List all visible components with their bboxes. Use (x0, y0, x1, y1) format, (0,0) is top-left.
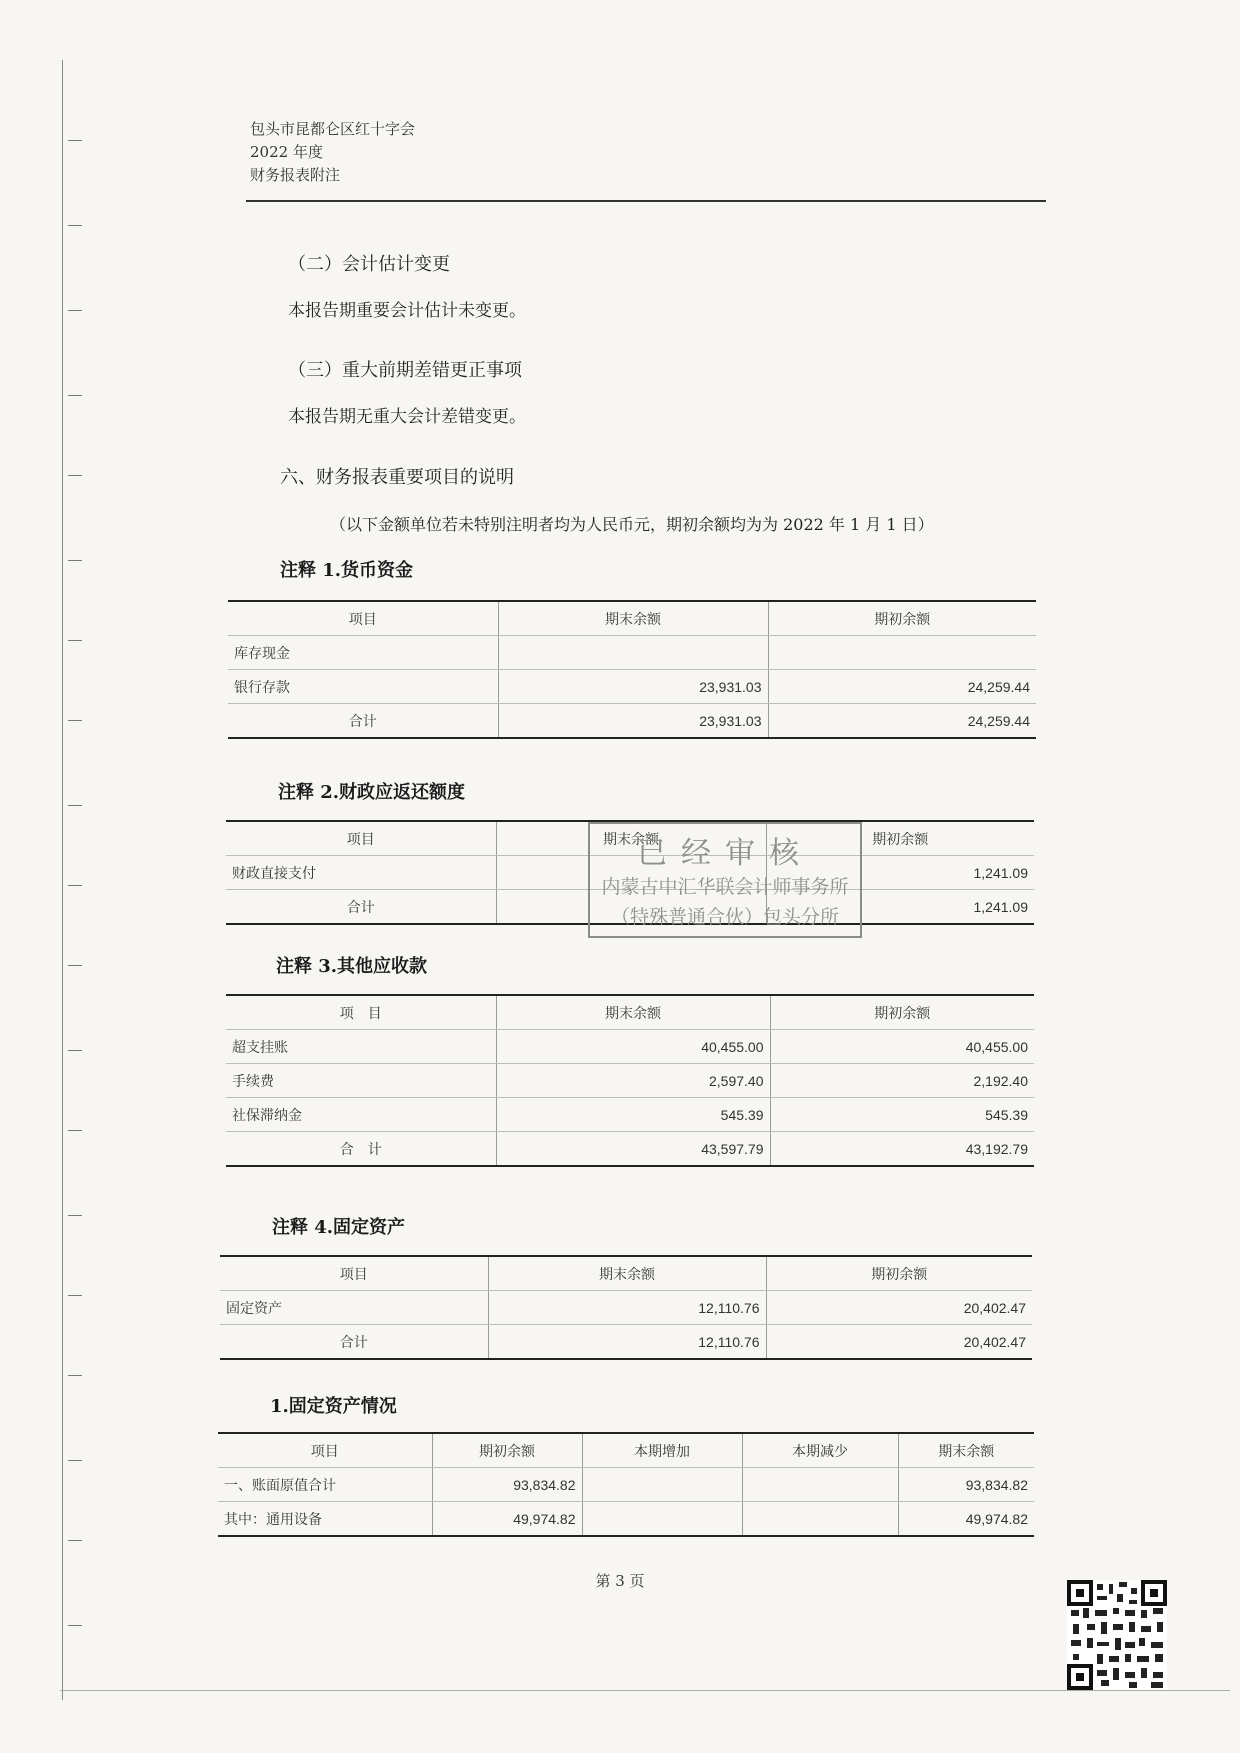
note3-total-end: 43,597.79 (496, 1132, 770, 1167)
note3-header-begin: 期初余额 (770, 995, 1034, 1030)
note3-row-begin: 40,455.00 (770, 1030, 1034, 1064)
note1-row-end (498, 636, 768, 670)
note3-row-end: 40,455.00 (496, 1030, 770, 1064)
stamp-line-2: 内蒙古中汇华联会计师事务所 (601, 876, 849, 898)
header-rule (246, 200, 1046, 202)
note3-row-item: 超支挂账 (226, 1030, 496, 1064)
fixed-header-item: 项目 (218, 1433, 432, 1468)
header-year: 2022 年度 (250, 143, 323, 161)
fixed-row-inc (582, 1468, 742, 1502)
note2-total-begin: 1,241.09 (766, 890, 1034, 925)
page-number: 第 3 页 (595, 1572, 645, 1590)
note1-total-label: 合计 (228, 704, 498, 739)
table-row (226, 1064, 1034, 1098)
table-row (226, 1132, 1034, 1167)
note1-title: 注释 1.货币资金 (280, 560, 414, 581)
note4-row-begin: 20,402.47 (766, 1291, 1032, 1325)
fixed-row-item: 一、账面原值合计 (218, 1468, 432, 1502)
note1-row-item: 银行存款 (228, 670, 498, 704)
section-6-title: 六、财务报表重要项目的说明 (280, 467, 514, 488)
fixed-row-item: 其中：通用设备 (218, 1502, 432, 1537)
table-row (228, 704, 1036, 739)
note1-header-end: 期末余额 (498, 601, 768, 636)
section-3-title: （三）重大前期差错更正事项 (288, 360, 522, 381)
note3-table (226, 994, 1034, 1167)
note4-header-begin: 期初余额 (766, 1256, 1032, 1291)
note3-row-item: 社保滞纳金 (226, 1098, 496, 1132)
note4-total-end: 12,110.76 (488, 1325, 766, 1360)
note2-title: 注释 2.财政应返还额度 (278, 782, 466, 803)
note1-row-end: 23,931.03 (498, 670, 768, 704)
note3-header-end: 期末余额 (496, 995, 770, 1030)
table-row (218, 1468, 1034, 1502)
note4-row-end: 12,110.76 (488, 1291, 766, 1325)
section-6-note: （以下金额单位若未特别注明者均为人民币元，期初余额均为为 2022 年 1 月 1 日） (330, 515, 934, 534)
note1-total-end: 23,931.03 (498, 704, 768, 739)
note3-row-item: 手续费 (226, 1064, 496, 1098)
footer-rule (60, 1690, 1230, 1691)
note3-row-begin: 545.39 (770, 1098, 1034, 1132)
table-row (226, 1098, 1034, 1132)
fixed-row-dec (742, 1502, 898, 1537)
table-row (220, 1325, 1032, 1360)
table-row (220, 1291, 1032, 1325)
fixed-assets-table (218, 1432, 1034, 1537)
note1-total-begin: 24,259.44 (768, 704, 1036, 739)
qr-code-icon (1067, 1580, 1167, 1690)
note1-row-begin (768, 636, 1036, 670)
stamp-line-3: （特殊普通合伙）包头分所 (610, 906, 839, 928)
note3-total-label: 合 计 (226, 1132, 496, 1167)
note4-total-label: 合计 (220, 1325, 488, 1360)
fixed-row-dec (742, 1468, 898, 1502)
note2-header-begin: 期初余额 (766, 821, 1034, 856)
note2-total-label: 合计 (226, 890, 496, 925)
note3-row-begin: 2,192.40 (770, 1064, 1034, 1098)
note4-title: 注释 4.固定资产 (272, 1217, 406, 1238)
note1-row-item: 库存现金 (228, 636, 498, 670)
note4-row-item: 固定资产 (220, 1291, 488, 1325)
table-row (228, 636, 1036, 670)
note2-header-item: 项目 (226, 821, 496, 856)
note3-header-item: 项 目 (226, 995, 496, 1030)
fixed-header-inc: 本期增加 (582, 1433, 742, 1468)
note3-row-end: 2,597.40 (496, 1064, 770, 1098)
section-2-title: （二）会计估计变更 (288, 254, 450, 275)
fixed-row-end: 93,834.82 (898, 1468, 1034, 1502)
fixed-row-end: 49,974.82 (898, 1502, 1034, 1537)
note3-total-begin: 43,192.79 (770, 1132, 1034, 1167)
fixed-row-inc (582, 1502, 742, 1537)
table-row (226, 1030, 1034, 1064)
table-row (228, 670, 1036, 704)
stamp-line-1: 已经审核 (637, 836, 813, 871)
section-2-text: 本报告期重要会计估计未变更。 (288, 301, 526, 321)
audit-stamp (588, 822, 862, 938)
note1-header-item: 项目 (228, 601, 498, 636)
note4-table (220, 1255, 1032, 1360)
note1-row-begin: 24,259.44 (768, 670, 1036, 704)
note4-header-item: 项目 (220, 1256, 488, 1291)
fixed-header-begin: 期初余额 (432, 1433, 582, 1468)
fixed-assets-title: 1.固定资产情况 (270, 1396, 397, 1417)
note2-row-item: 财政直接支付 (226, 856, 496, 890)
binding-edge (62, 60, 63, 1700)
note1-header-begin: 期初余额 (768, 601, 1036, 636)
header-doc: 财务报表附注 (250, 166, 341, 184)
note3-title: 注释 3.其他应收款 (276, 956, 428, 977)
note1-table (228, 600, 1036, 739)
note4-total-begin: 20,402.47 (766, 1325, 1032, 1360)
note3-row-end: 545.39 (496, 1098, 770, 1132)
fixed-header-end: 期末余额 (898, 1433, 1034, 1468)
note2-header-end: 期末余额 (496, 821, 766, 856)
header-org: 包头市昆都仑区红十字会 (250, 120, 416, 138)
fixed-row-begin: 49,974.82 (432, 1502, 582, 1537)
note2-row-begin: 1,241.09 (766, 856, 1034, 890)
note4-header-end: 期末余额 (488, 1256, 766, 1291)
fixed-header-dec: 本期减少 (742, 1433, 898, 1468)
table-row (218, 1502, 1034, 1537)
section-3-text: 本报告期无重大会计差错变更。 (288, 407, 526, 427)
fixed-row-begin: 93,834.82 (432, 1468, 582, 1502)
